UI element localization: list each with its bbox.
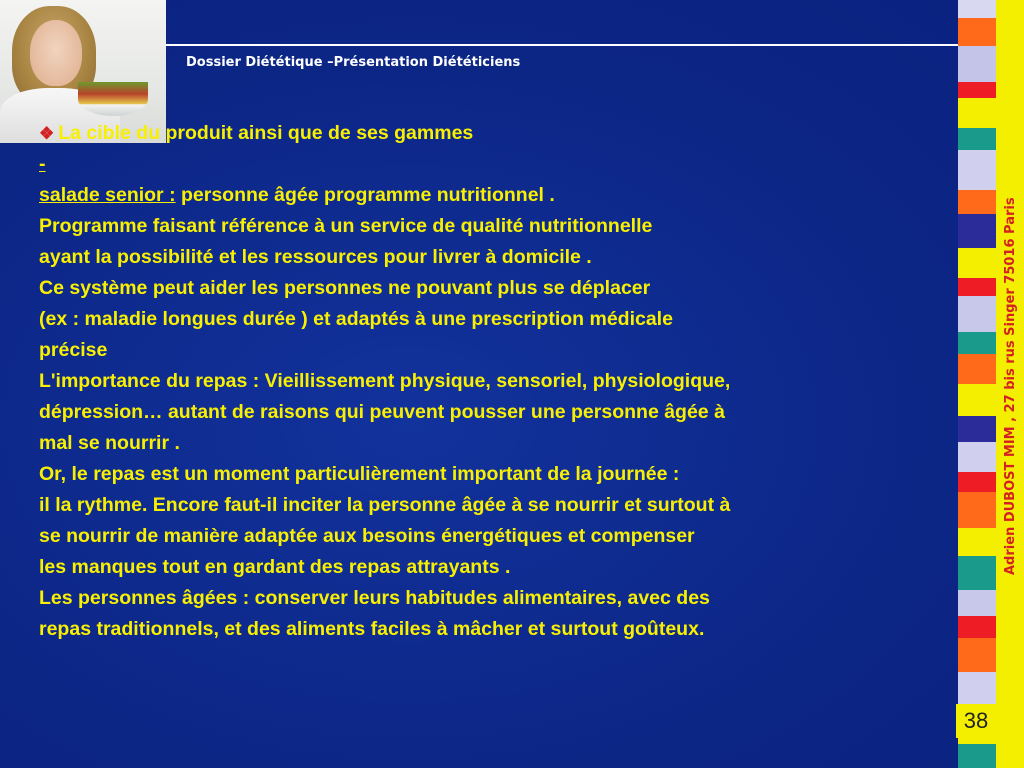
author-address-vertical: Adrien DUBOST MIM , 27 bis rus Singer 75016 Paris [1003, 197, 1018, 575]
text-line: précise [39, 339, 108, 361]
bar-segment [958, 0, 996, 18]
text-line: les manques tout en gardant des repas attrayants . [39, 556, 511, 578]
bar-segment [958, 248, 996, 278]
bar-segment [958, 296, 996, 332]
bar-segment [958, 46, 996, 82]
bar-segment [958, 82, 996, 98]
diamond-bullet-icon: ❖ [39, 124, 55, 143]
photo-face [30, 20, 82, 86]
text-line: repas traditionnels, et des aliments faciles à mâcher et surtout goûteux. [39, 618, 705, 640]
salad-bowl-icon [78, 82, 148, 116]
bar-segment [958, 638, 996, 672]
header-divider [166, 44, 960, 46]
text-line: Or, le repas est un moment particulièrement important de la journée : [39, 463, 680, 485]
bar-segment [958, 744, 996, 768]
text-line: Programme faisant référence à un service de qualité nutritionnelle [39, 215, 653, 237]
bar-segment [958, 616, 996, 638]
slide-body [39, 118, 954, 645]
bar-segment [958, 672, 996, 704]
text-line: Ce système peut aider les personnes ne pouvant plus se déplacer [39, 277, 651, 299]
bar-segment [958, 214, 996, 248]
page-number: 38 [956, 704, 996, 738]
bar-segment [958, 384, 996, 416]
bar-segment [958, 278, 996, 296]
bar-segment [958, 528, 996, 556]
bar-segment [958, 442, 996, 472]
decorative-color-bars [958, 0, 996, 768]
salade-senior-label: salade senior : [39, 184, 176, 206]
bar-segment [958, 354, 996, 384]
bar-segment [958, 416, 996, 442]
bar-segment [958, 332, 996, 354]
bar-segment [958, 128, 996, 150]
text-line [39, 180, 954, 211]
bar-segment [958, 150, 996, 190]
header-title: Dossier Diététique –Présentation Diététiciens [186, 55, 521, 70]
bar-segment [958, 190, 996, 214]
dash-marker: - [39, 153, 46, 175]
text-line: (ex : maladie longues durée ) et adaptés à une prescription médicale [39, 308, 673, 330]
text-line: Les personnes âgées : conserver leurs habitudes alimentaires, avec des [39, 587, 710, 609]
text-line: se nourrir de manière adaptée aux besoins énergétiques et compenser [39, 525, 695, 547]
bar-segment [958, 98, 996, 128]
text-line: dépression… autant de raisons qui peuvent pousser une personne âgée à [39, 401, 725, 423]
bar-segment [958, 472, 996, 492]
bar-segment [958, 18, 996, 46]
text-line: il la rythme. Encore faut-il inciter la personne âgée à se nourrir et surtout à [39, 494, 731, 516]
bar-segment [958, 492, 996, 528]
text-line: L'importance du repas : Vieillissement physique, sensoriel, physiologique, [39, 370, 731, 392]
bar-segment [958, 590, 996, 616]
section-heading-text: La cible du produit ainsi que de ses gammes [58, 122, 474, 144]
bar-segment [958, 556, 996, 590]
section-heading [39, 118, 954, 149]
text-line-content: personne âgée programme nutritionnel . [175, 184, 555, 206]
text-line: ayant la possibilité et les ressources pour livrer à domicile . [39, 246, 592, 268]
text-line: mal se nourrir . [39, 432, 180, 454]
